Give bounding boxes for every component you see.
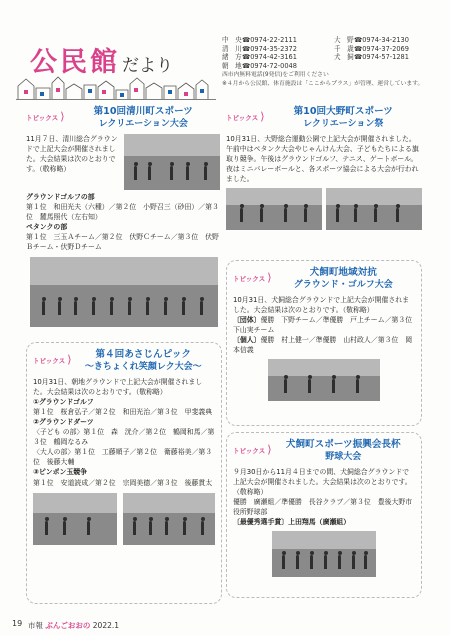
contact-row: 緒 方☎0974-42-3161 bbox=[222, 53, 297, 62]
section-heading: グラウンドゴルフの部 bbox=[26, 193, 95, 201]
topic-label: トピックス ⟩ bbox=[226, 110, 265, 123]
photo-pingpong-race bbox=[123, 493, 215, 545]
left-column bbox=[26, 106, 222, 604]
contact-row: 千 歳☎0974-37-2069 bbox=[334, 44, 409, 53]
topic-label: トピックス ⟩ bbox=[233, 443, 272, 456]
article-title: 犬飼町スポーツ振興会長杯 bbox=[285, 439, 401, 450]
article-inukai-golf bbox=[226, 260, 422, 426]
result-category: 〔個人〕 bbox=[233, 336, 261, 344]
result-text: 優勝 廣瀬組／準優勝 長谷クラブ／第３位 豊後大野市役所野球部 bbox=[233, 498, 413, 516]
section-heading: ①グラウンドゴルフ bbox=[33, 398, 94, 406]
article-subtitle: グラウンド・ゴルフ大会 bbox=[293, 280, 393, 290]
contact-row: 大 野☎0974-34-2130 bbox=[334, 36, 409, 44]
contact-extra: 西市内無料電話(9発信)をご利用ください bbox=[222, 72, 329, 79]
topic-label: トピックス ⟩ bbox=[233, 271, 272, 284]
photo-ground-golf bbox=[124, 134, 220, 190]
result-text: 第１位 桜倉弘子／第２位 和田光治／第３位 甲斐義典 bbox=[33, 408, 213, 417]
section-heading: ③ピンポン玉競争 bbox=[33, 468, 88, 477]
article-title: 第10回大野町スポーツ bbox=[293, 106, 393, 117]
section-heading: ②グラウンドダーツ bbox=[33, 418, 94, 427]
result-text: 第１位 安道読成／第２位 宗岡美德／第３位 後藤貫太 bbox=[33, 478, 213, 487]
photo-ground-darts bbox=[33, 493, 117, 545]
result-category: 〔団体〕 bbox=[233, 316, 261, 324]
article-subtitle: 野球大会 bbox=[325, 452, 362, 462]
photo-golf-match bbox=[268, 359, 380, 401]
contact-row: 犬 飼☎0974-57-1281 bbox=[334, 53, 409, 62]
page-number: 19 bbox=[12, 619, 23, 628]
mvp-text: 〔最優秀選手賞〕上田翔馬（廣瀬組） bbox=[233, 518, 351, 526]
page-header bbox=[0, 0, 450, 102]
article-title: 第10回清川町スポーツ bbox=[93, 106, 193, 117]
article-subtitle: 〜きちょくれ笑顔レク大会〜 bbox=[84, 362, 202, 372]
article-intro: 11月７日、清川総合グラウンドで上記大会が開催されました。大会結果は次のとおりです。（敬称略） bbox=[26, 135, 118, 173]
article-title: 第４回あさじんピック bbox=[95, 349, 192, 360]
title-sub: だより bbox=[122, 56, 173, 76]
article-intro: 10月31日、朝地グラウンドで上記大会が開催されました。大会結果は次のとおりです。（敬称略） bbox=[33, 378, 203, 396]
publication-info: 市報 ぶんごおおの 2022.1 bbox=[28, 621, 120, 630]
contact-row: 朝 地☎0974-72-0048 bbox=[222, 61, 297, 70]
photo-baseball-team bbox=[272, 531, 376, 577]
townscape-illustration bbox=[16, 74, 216, 100]
contact-row: 中 央☎0974-22-2111 bbox=[222, 36, 297, 44]
contact-note: ※４月から公民館、体育施設は「ここからプラス」が管理、運営しています。 bbox=[222, 81, 424, 88]
result-text: 第１位 三玉Ａチーム／第２位 伏野Ｃチーム／第３位 伏野Ｂチーム・伏野Ｄチーム bbox=[26, 233, 219, 252]
article-inukai-baseball bbox=[226, 432, 422, 598]
page-footer bbox=[0, 612, 450, 636]
section-heading: ペタンクの部 bbox=[26, 223, 68, 232]
article-ono bbox=[226, 106, 422, 256]
contact-list bbox=[222, 36, 442, 88]
article-subtitle: レクリエーション祭 bbox=[303, 119, 384, 129]
title-main: 公民館 bbox=[30, 47, 120, 78]
photo-petanque bbox=[226, 188, 322, 230]
result-text: 優勝 村上健一／準優勝 山村政人／第３位 岡本信義 bbox=[233, 336, 413, 354]
result-text: 〈子ども の部〉第１位 森 洸介／第２位 鶴岡和馬／第３位 鶴岡なるみ bbox=[33, 428, 215, 447]
result-text: 優勝 下野チーム／準優勝 戸上チーム／第３位 下山実チーム bbox=[233, 316, 420, 334]
article-title: 犬飼町地域対抗 bbox=[309, 267, 377, 278]
contact-row: 清 川☎0974-35-2372 bbox=[222, 44, 297, 53]
topic-label: トピックス ⟩ bbox=[33, 353, 72, 366]
article-intro: 10月31日、犬飼総合グラウンドで上記大会が開催されました。大会結果は次のとおりです。（敬称略） bbox=[233, 296, 410, 314]
topic-label: トピックス ⟩ bbox=[26, 110, 65, 123]
result-text: 第１位 和田光夫（六種）／第２位 小野召三（砂田）／第３位 麓馬照代（左右知） bbox=[26, 203, 219, 222]
article-subtitle: レクリエーション大会 bbox=[98, 119, 188, 129]
article-intro: ９月30日から11月４日までの間、犬飼総合グラウンドで上記大会が開催されました。大会結果は次のとおりです。（敬称略） bbox=[233, 468, 412, 496]
photo-flag-race bbox=[326, 188, 422, 230]
issue-date: 2022.1 bbox=[92, 621, 120, 630]
publication-brand: ぶんごおおの bbox=[45, 621, 91, 630]
article-body: 10月31日、大野総合運動公園で上記大会が開催されました。午前中はペタンク大会やじゃんけん大会、子どもたちによる旗取り競争。午後はグラウンドゴルフ、テニス、ゲートボール。夜はミニバレーボールと、各スポーツ協会による大会が行われました。 bbox=[226, 135, 419, 183]
article-asaji bbox=[26, 342, 222, 604]
photo-exercise-group bbox=[30, 257, 218, 327]
result-text: 〈大人の部〉第１位 工藤順子／第２位 衛藤裕美／第３位 後藤大輔 bbox=[33, 448, 213, 467]
article-kiyokawa bbox=[26, 106, 222, 338]
right-column bbox=[226, 106, 422, 598]
